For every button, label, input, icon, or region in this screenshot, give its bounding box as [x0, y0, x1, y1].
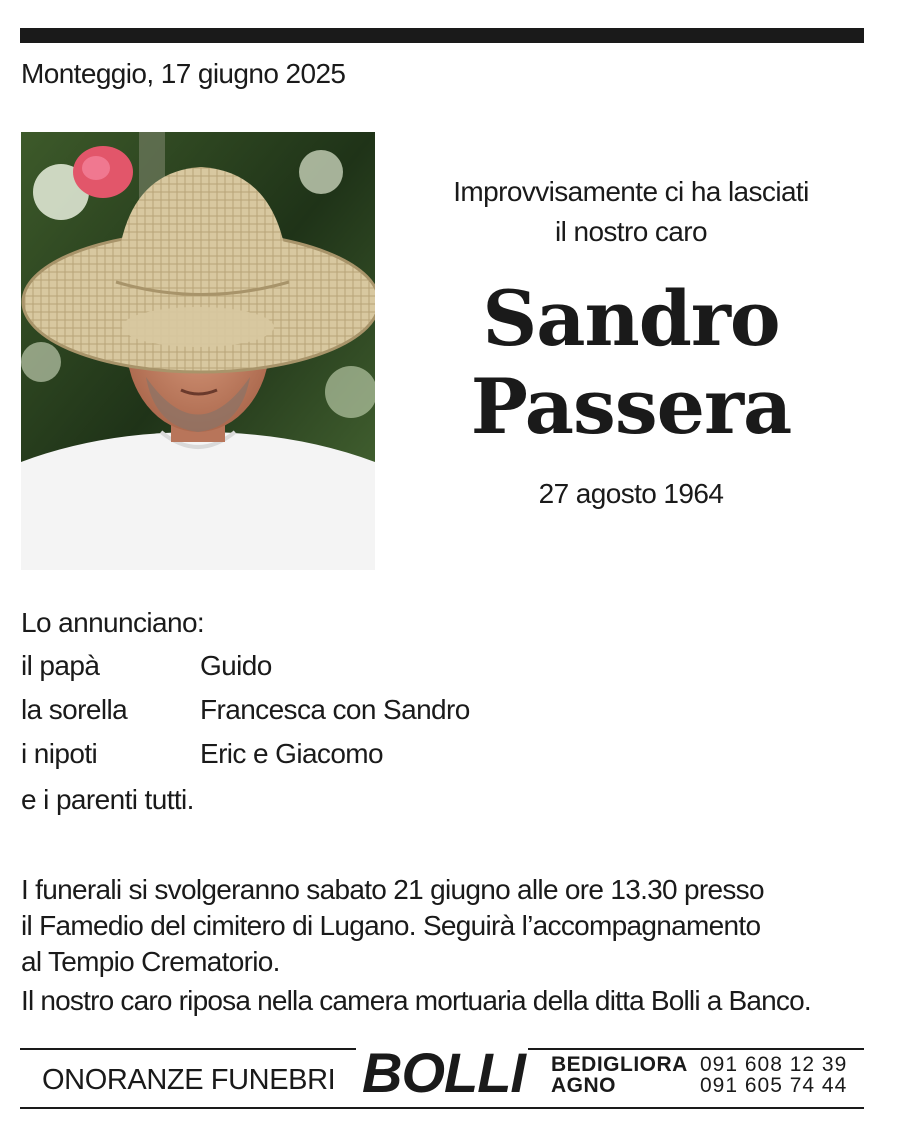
relative-row	[21, 650, 621, 694]
relatives-list	[21, 650, 621, 782]
contact-city: BEDIGLIORA	[551, 1053, 688, 1076]
agency-label: ONORANZE FUNEBRI	[42, 1064, 336, 1096]
agency-logo: BOLLI	[362, 1041, 525, 1104]
intro-line-1: Improvvisamente ci ha lasciati	[453, 176, 809, 207]
relative-names: Eric e Giacomo	[200, 738, 383, 769]
footer-rule-right	[528, 1048, 864, 1050]
relative-role: il papà	[21, 650, 100, 681]
funeral-line-3: al Tempio Crematorio.	[21, 946, 280, 977]
funeral-line-2: il Famedio del cimitero di Lugano. Seguirà l’accompagnamento	[21, 910, 761, 941]
contact-phone: 091 605 74 44	[700, 1074, 848, 1097]
contact-phone: 091 608 12 39	[700, 1053, 848, 1076]
relative-role: la sorella	[21, 694, 128, 725]
footer-rule-left	[20, 1048, 356, 1050]
relative-names: Guido	[200, 650, 272, 681]
announcement-lead: Lo annunciano:	[21, 607, 205, 638]
rest-note: Il nostro caro riposa nella camera mortuaria della ditta Bolli a Banco.	[21, 985, 811, 1016]
last-name: Passera	[470, 362, 792, 451]
relative-names: Francesca con Sandro	[200, 694, 470, 725]
date-line: Monteggio, 17 giugno 2025	[21, 58, 346, 89]
funeral-details	[21, 872, 881, 980]
birth-date: 27 agosto 1964	[538, 478, 724, 509]
funeral-line-1: I funerali si svolgeranno sabato 21 giugno alle ore 13.30 presso	[21, 874, 764, 905]
footer-rule-bottom	[20, 1107, 864, 1109]
intro-text	[412, 172, 850, 252]
top-rule	[20, 28, 864, 43]
relative-row	[21, 694, 621, 738]
relative-role: i nipoti	[21, 738, 98, 769]
portrait-photo	[21, 132, 375, 570]
announcement-closing: e i parenti tutti.	[21, 784, 194, 815]
first-name: Sandro	[482, 274, 780, 363]
intro-line-2: il nostro caro	[555, 216, 707, 247]
relative-row	[21, 738, 621, 782]
deceased-name	[412, 275, 850, 451]
contact-city: AGNO	[551, 1074, 616, 1097]
